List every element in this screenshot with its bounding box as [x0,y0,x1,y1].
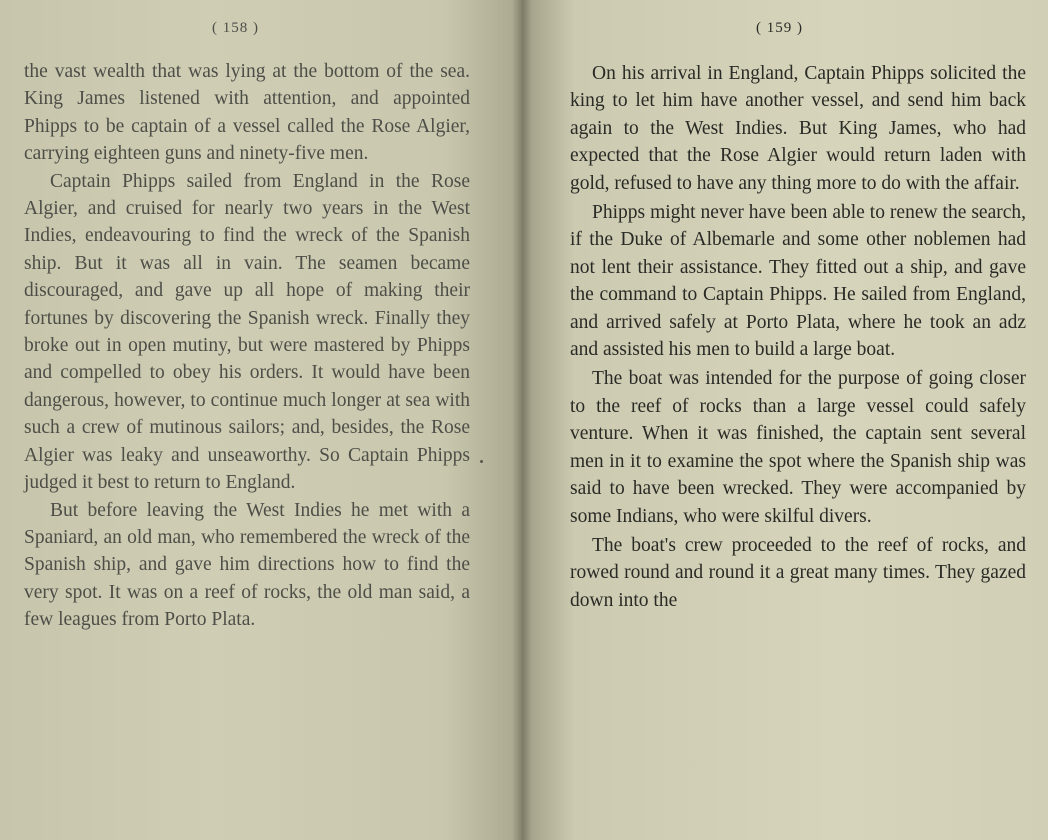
paragraph: the vast wealth that was lying at the bottom of the sea. King James listened with attention, and appointed Phipps to be captain of a vessel called the Rose Algier, carrying eighteen guns and ninety-five men. [24,61,470,165]
paragraph: The boat was intended for the purpose of going closer to the reef of rocks than a large vessel could safely venture. When it was finished, the captain sent several men in it to examine the spot where the Spanish ship was said to have been wrecked. They were accompanied by some Indians, who were skilful divers. [570,368,1026,527]
right-page [522,0,1048,840]
paragraph: On his arrival in England, Captain Phipps solicited the king to let him have another vessel, and send him back again to the West Indies. But King James, who had expected that the Rose Algier would return laden with gold, refused to have any thing more to do with the affair. [570,63,1026,194]
paragraph: Phipps might never have been able to renew the search, if the Duke of Albemarle and some other noblemen had not lent their assistance. They fitted out a ship, and gave the command to Captain Phipps. He sailed from England, and arrived safely at Porto Plata, where he took an adz and assisted his men to build a large boat. [570,202,1026,361]
left-page [0,0,522,840]
page-number-right: ( 159 ) [756,20,803,36]
paragraph: But before leaving the West Indies he met with a Spaniard, an old man, who remembered the wreck of the Spanish ship, and gave him directions how to find the very spot. It was on a reef of rocks, the old man said, a few leagues from Porto Plata. [24,499,470,631]
page-number-left: ( 158 ) [212,20,259,36]
paragraph: Captain Phipps sailed from England in the Rose Algier, and cruised for nearly two years in the West Indies, endeavouring to find the wreck of the Spanish ship. But it was all in vain. The seamen became discouraged, and gave up all hope of making their fortunes by discovering the Spanish wreck. Finally they broke out in open mutiny, but were mastered by Phipps and compelled to obey his orders. It would have been dangerous, however, to continue much longer at sea with such a crew of mutinous sailors; and, besides, the Rose Algier was leaky and unseaworthy. So Captain Phipps judged it best to return to England. [24,170,470,494]
paper-speck [480,460,483,463]
paragraph: The boat's crew proceeded to the reef of rocks, and rowed round and round it a great many times. They gazed down into the [570,534,1026,611]
